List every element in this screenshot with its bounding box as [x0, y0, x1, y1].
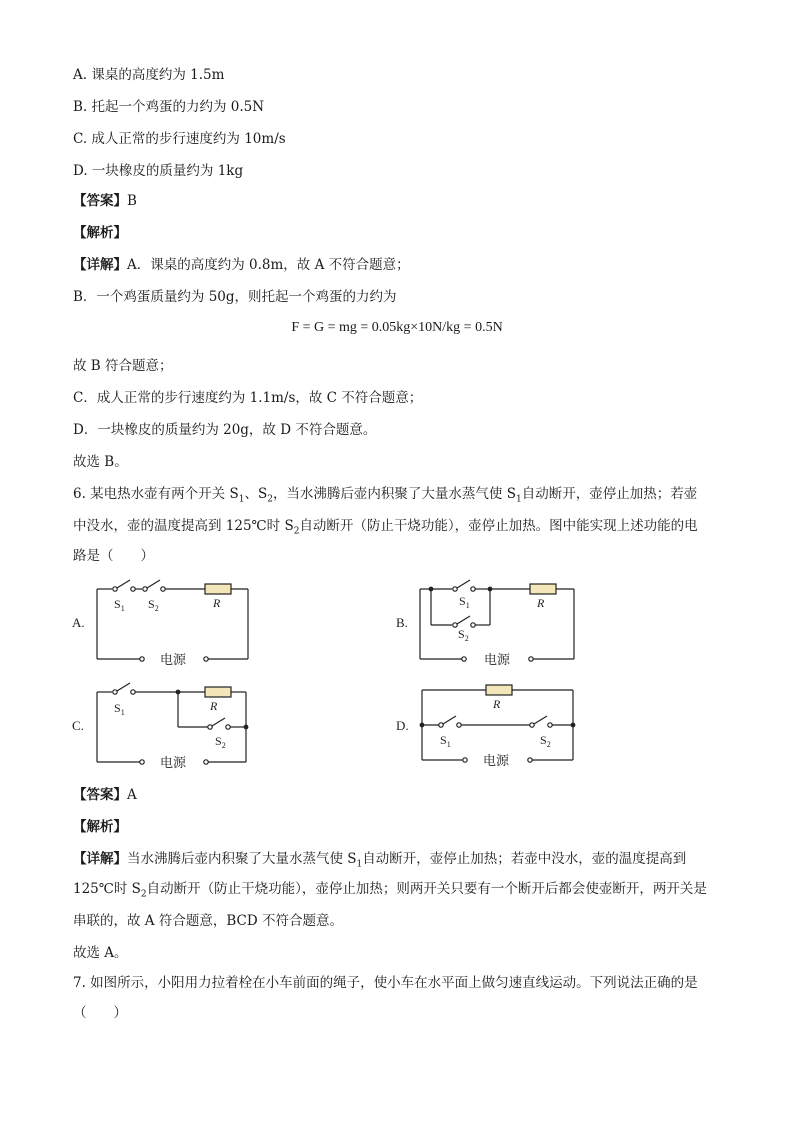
- power-label: 电源: [484, 652, 511, 667]
- answer-tag: 【答案】: [73, 787, 127, 803]
- text: ，当水沸腾后壶内积聚了大量水蒸气使 S: [272, 486, 516, 502]
- text: 自动断开（防止干烧功能），壶停止加热。图中能实现上述功能的电: [299, 518, 698, 534]
- svg-text:S1: [440, 733, 451, 749]
- analysis-tag: 【解析】: [73, 225, 127, 241]
- detail-tag: 【详解】: [73, 851, 127, 867]
- q5-detail-5: D．一块橡皮的质量约为 20g，故 D 不符合题意。: [73, 422, 377, 438]
- q6-detail-3: 串联的，故 A 符合题意，BCD 不符合题意。: [73, 913, 343, 929]
- circuit-c: [72, 683, 248, 770]
- q5-option-a: A. 课桌的高度约为 1.5m: [73, 67, 225, 83]
- svg-text:S2: [148, 597, 159, 613]
- q6-stem-line3: 路是（ ）: [73, 548, 154, 564]
- r-label: R: [493, 697, 501, 711]
- answer-tag: 【答案】: [73, 193, 127, 209]
- sub: 2: [154, 604, 159, 613]
- q6-detail-2: [73, 880, 707, 904]
- q6-stem-line1: [73, 485, 697, 509]
- q5-detail-1: [73, 256, 410, 274]
- text: 自动断开，壶停止加热；若壶: [521, 486, 698, 502]
- circuit-a: [72, 580, 248, 667]
- q7-stem-line2: （ ）: [73, 1005, 127, 1021]
- q5-formula: F = G = mg = 0.05kg×10N/kg = 0.5N: [291, 320, 503, 335]
- sub: 1: [238, 494, 245, 505]
- q5-detail-2: B．一个鸡蛋质量约为 50g，则托起一个鸡蛋的力约为: [73, 289, 397, 305]
- sub: 1: [120, 604, 125, 613]
- circuit-label: D.: [396, 718, 409, 733]
- sub: 1: [120, 708, 125, 717]
- q5-option-b: B. 托起一个鸡蛋的力约为 0.5N: [73, 99, 265, 115]
- q6-detail-1: [73, 850, 686, 874]
- text: 当水沸腾后壶内积聚了大量水蒸气使 S: [127, 851, 357, 867]
- s1-label: S: [459, 594, 466, 608]
- circuit-b: [396, 580, 574, 667]
- power-label: 电源: [160, 755, 187, 770]
- circuit-diagrams: [60, 572, 740, 782]
- svg-text:S1: [114, 701, 125, 717]
- q6-stem-line2: [73, 517, 698, 541]
- r-label: R: [210, 699, 218, 713]
- r-label: R: [213, 596, 221, 610]
- q5-conclusion: 故选 B。: [73, 454, 128, 470]
- sub: 1: [465, 601, 470, 610]
- sub: 2: [267, 494, 273, 505]
- svg-text:S1: [114, 597, 125, 613]
- text: 125℃时 S: [73, 881, 141, 897]
- power-label: 电源: [160, 652, 187, 667]
- q6-analysis-tag: [73, 818, 127, 836]
- q7-stem-line1: 7. 如图所示，小阳用力拉着栓在小车前面的绳子，使小车在水平面上做匀速直线运动。下列说法正确的是: [73, 975, 698, 991]
- power-label: 电源: [483, 753, 510, 768]
- s1-label: S: [114, 701, 121, 715]
- q6-conclusion: 故选 A。: [73, 945, 128, 961]
- svg-text:S2: [540, 733, 551, 749]
- s2-label: S: [215, 734, 222, 748]
- text: 6. 某电热水壶有两个开关 S: [73, 486, 239, 502]
- q5-detail-4: C．成人正常的步行速度约为 1.1m/s，故 C 不符合题意；: [73, 390, 423, 406]
- sub: 1: [515, 494, 522, 505]
- text: 自动断开（防止干烧功能），壶停止加热；则两开关只要有一个断开后都会使壶断开，两开关是: [146, 881, 707, 897]
- sub: 1: [356, 859, 363, 870]
- sub: 2: [546, 740, 551, 749]
- q5-detail-3: 故 B 符合题意；: [73, 358, 173, 374]
- q5-analysis-tag: [73, 224, 127, 242]
- q6-answer: [73, 786, 137, 804]
- text: 、S: [244, 486, 268, 502]
- detail-tag: 【详解】: [73, 257, 127, 273]
- s2-label: S: [458, 627, 465, 641]
- s1-label: S: [440, 733, 447, 747]
- circuit-label: B.: [396, 615, 408, 630]
- q5-option-d: D. 一块橡皮的质量约为 1kg: [73, 163, 244, 179]
- sub: 2: [293, 526, 300, 537]
- answer-value: B: [127, 193, 137, 209]
- s2-label: S: [148, 597, 155, 611]
- svg-text:S2: [215, 734, 226, 750]
- sub: 1: [446, 740, 451, 749]
- svg-text:S1: [459, 594, 470, 610]
- q5-answer: [73, 192, 137, 210]
- circuit-label: A.: [72, 615, 85, 630]
- s2-label: S: [540, 733, 547, 747]
- sub: 2: [464, 634, 469, 643]
- text: 中没水，壶的温度提高到 125℃时 S: [73, 518, 294, 534]
- analysis-tag: 【解析】: [73, 819, 127, 835]
- answer-value: A: [127, 787, 137, 803]
- sub: 2: [140, 889, 147, 900]
- q5-option-c: C. 成人正常的步行速度约为 10m/s: [73, 131, 286, 147]
- circuit-label: C.: [72, 718, 84, 733]
- r-label: R: [537, 596, 545, 610]
- s1-label: S: [114, 597, 121, 611]
- text: 自动断开，壶停止加热；若壶中没水，壶的温度提高到: [362, 851, 687, 867]
- sub: 2: [221, 741, 226, 750]
- detail-text: A．课桌的高度约为 0.8m，故 A 不符合题意；: [127, 257, 410, 273]
- svg-text:S2: [458, 627, 469, 643]
- circuit-d: [396, 685, 575, 768]
